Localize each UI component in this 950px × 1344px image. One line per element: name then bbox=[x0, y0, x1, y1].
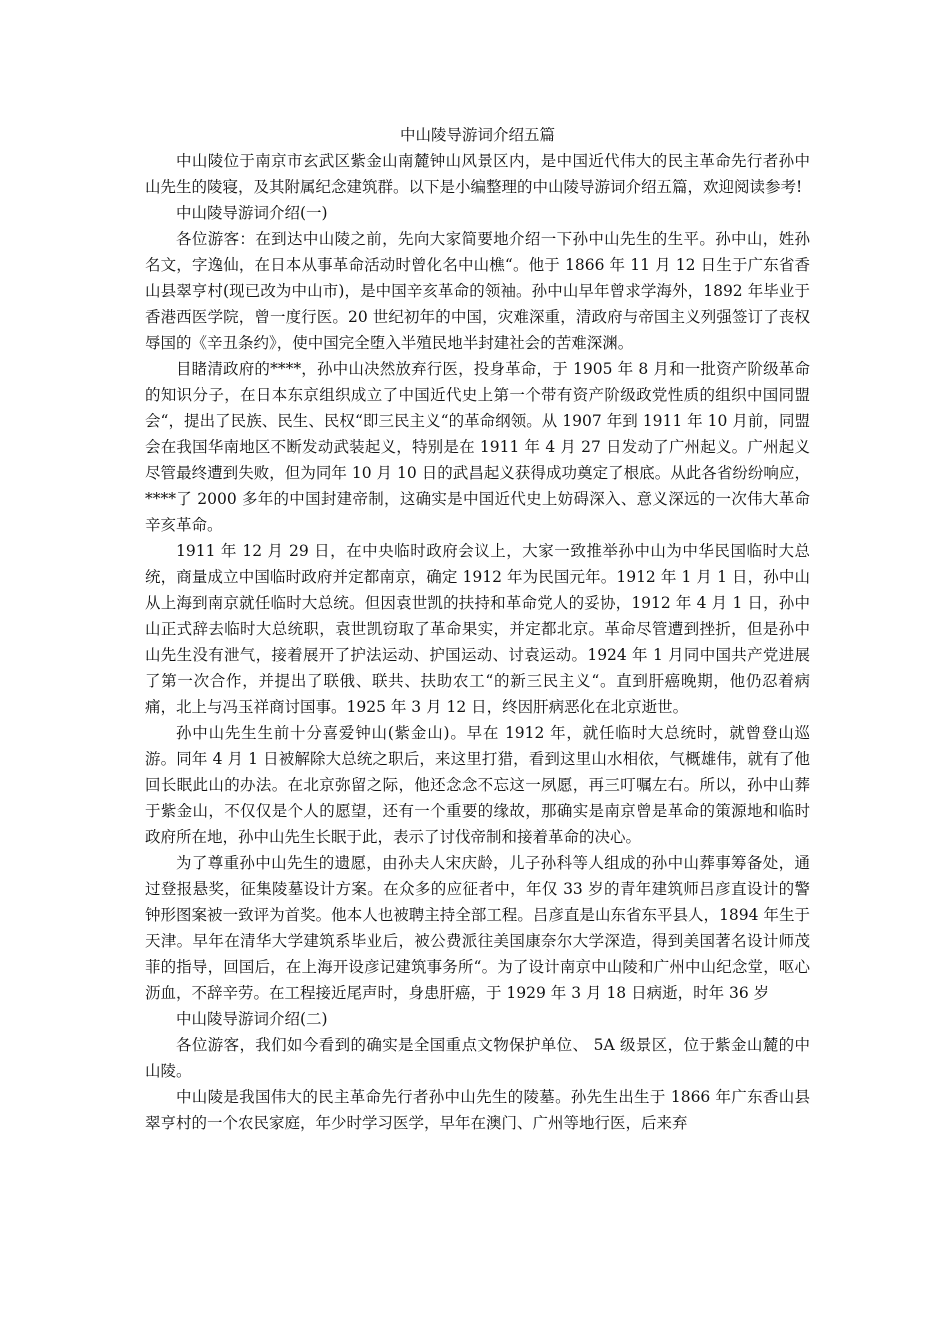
document-title: 中山陵导游词介绍五篇 bbox=[399, 126, 555, 144]
intro-paragraph: 中山陵位于南京市玄武区紫金山南麓钟山风景区内，是中国近代伟大的民主革命先行者孙中山先生的陵寝，及其附属纪念建筑群。以下是小编整理的中山陵导游词介绍五篇，欢迎阅读参考! bbox=[145, 152, 810, 196]
section-heading-2: 中山陵导游词介绍(二) bbox=[176, 1010, 328, 1028]
paragraph-mausoleum: 中山陵是我国伟大的民主革命先行者孙中山先生的陵墓。孙先生出生于 1866 年广东香山县翠亨村的一个农民家庭，年少时学习医学，早年在澳门、广州等地行医，后来弃 bbox=[145, 1088, 810, 1132]
paragraph-revolution: 目睹清政府的****，孙中山决然放弃行医，投身革命，于 1905 年 8 月和一批资产阶级革命的知识分子，在日本东京组织成立了中国近代史上第一个带有资产阶级政党性质的组织中国同盟会“，提出了民族、民生、民权“即三民主义“的革命纲领。从 1907 年到 1911 年 10 月前，同盟会在我国华南地区不断发动武装起义，特别是在 1911 年 4 月 27 日发动了广州起义。广州起义尽管最终遭到失败，但为同年 10 月 10 日的武昌起义获得成功奠定了根底。从此各省纷纷响应，****了 2000 多年的中国封建帝制，这确实是中国近代史上妨碍深入、意义深远的一次伟大革命辛亥革命。 bbox=[145, 360, 810, 534]
section-heading-1: 中山陵导游词介绍(一) bbox=[176, 204, 328, 222]
paragraph-biography: 各位游客：在到达中山陵之前，先向大家简要地介绍一下孙中山先生的生平。孙中山，姓孙名文，字逸仙，在日本从事革命活动时曾化名中山樵“。他于 1866 年 11 月 12 日生于广东省香山县翠亨村(现已改为中山市)，是中国辛亥革命的领袖。孙中山早年曾求学海外，1892 年毕业于香港西医学院，曾一度行医。20 世纪初年的中国，灾难深重，清政府与帝国主义列强签订了丧权辱国的《辛丑条约》，使中国完全堕入半殖民地半封建社会的苦难深渊。 bbox=[145, 230, 810, 352]
paragraph-architect: 为了尊重孙中山先生的遗愿，由孙夫人宋庆龄，儿子孙科等人组成的孙中山葬事筹备处，通过登报悬奖，征集陵墓设计方案。在众多的应征者中，年仅 33 岁的青年建筑师吕彦直设计的警钟形图案被一致评为首奖。他本人也被聘主持全部工程。吕彦直是山东省东平县人，1894 年生于天津。早年在清华大学建筑系毕业后，被公费派往美国康奈尔大学深造，得到美国著名设计师茂菲的指导，回国后，在上海开设彦记建筑事务所“。为了设计南京中山陵和广州中山纪念堂，呕心沥血，不辞辛劳。在工程接近尾声时，身患肝癌，于 1929 年 3 月 18 日病逝，时年 36 岁 bbox=[145, 854, 810, 1002]
paragraph-zijin-mountain: 孙中山先生生前十分喜爱钟山(紫金山)。早在 1912 年，就任临时大总统时，就曾登山巡游。同年 4 月 1 日被解除大总统之职后，来这里打猎，看到这里山水相依，气概雄伟，就有了他回长眠此山的办法。在北京弥留之际，他还念念不忘这一夙愿，再三叮嘱左右。所以，孙中山葬于紫金山，不仅仅是个人的愿望，还有一个重要的缘故，那确实是南京曾是革命的策源地和临时政府所在地，孙中山先生长眠于此，表示了讨伐帝制和接着革命的决心。 bbox=[145, 724, 810, 846]
paragraph-presidency: 1911 年 12 月 29 日，在中央临时政府会议上，大家一致推举孙中山为中华民国临时大总统，商量成立中国临时政府并定都南京，确定 1912 年为民国元年。1912 年 1 月 1 日，孙中山从上海到南京就任临时大总统。但因袁世凯的扶持和革命党人的妥协，1912 年 4 月 1 日，孙中山正式辞去临时大总统职，袁世凯窃取了革命果实，并定都北京。革命尽管遭到挫折，但是孙中山先生没有泄气，接着展开了护法运动、护国运动、讨袁运动。1924 年 1 月同中国共产党进展了第一次合作，并提出了联俄、联共、扶助农工“的新三民主义“。直到肝癌晚期，他仍忍着病痛，北上与冯玉祥商讨国事。1925 年 3 月 12 日，终因肝病恶化在北京逝世。 bbox=[145, 542, 810, 716]
paragraph-greeting: 各位游客，我们如今看到的确实是全国重点文物保护单位、 5A 级景区，位于紫金山麓的中山陵。 bbox=[145, 1036, 810, 1080]
document-body bbox=[145, 148, 810, 1136]
document-page bbox=[145, 122, 810, 1136]
